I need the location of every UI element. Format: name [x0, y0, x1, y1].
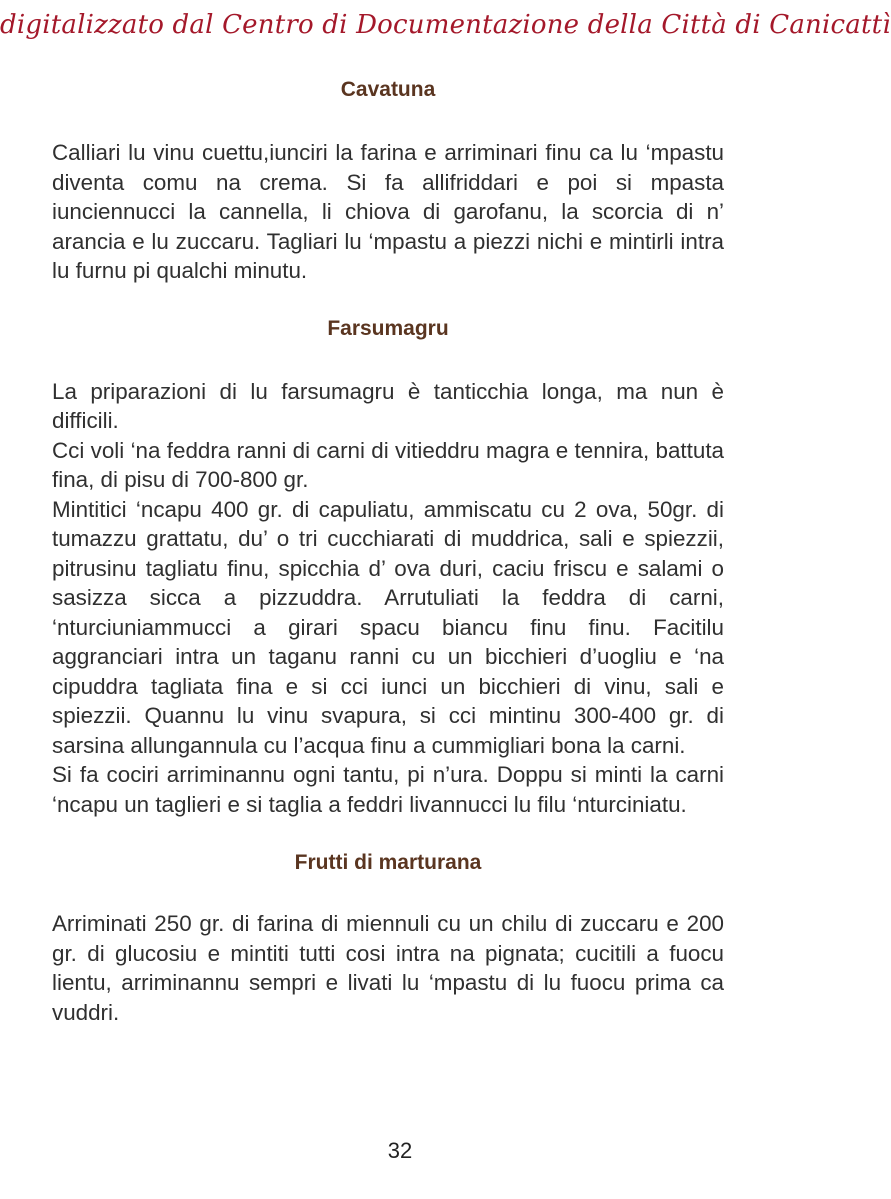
digitization-watermark: digitalizzato dal Centro di Documentazione della Città di Canicattì	[0, 10, 891, 40]
page-content	[52, 78, 724, 1027]
recipe-paragraph: Arriminati 250 gr. di farina di miennuli cu un chilu di zuccaru e 200 gr. di glucosiu e mintiti tutti cosi intra na pignata; cucitili a fuocu lientu, arriminannu sempri e livati lu ‘mpastu di lu fuocu prima ca vuddri.	[52, 911, 724, 1025]
recipe-paragraph: Calliari lu vinu cuettu,iunciri la farina e arriminari finu ca lu ‘mpastu diventa comu na crema. Si fa allifriddari e poi si mpasta iunciennucci la cannella, li chiova di garofanu, la scorcia di n’ arancia e lu zuccaru. Tagliari lu ‘mpastu a piezzi nichi e mintirli intra lu furnu pi qualchi minutu.	[52, 140, 724, 283]
recipe-paragraph: Si fa cociri arriminannu ogni tantu, pi n’ura. Doppu si minti la carni ‘ncapu un taglieri e si taglia a feddri livannucci lu filu ‘nturciniatu.	[52, 762, 724, 817]
section-title-cavatuna: Cavatuna	[340, 78, 436, 101]
recipe-paragraph: La priparazioni di lu farsumagru è tanticchia longa, ma nun è difficili.	[52, 378, 724, 433]
recipe-paragraph: Mintitici ‘ncapu 400 gr. di capuliatu, ammiscatu cu 2 ova, 50gr. di tumazzu grattatu, du’ o tri cucchiarati di muddrica, sali e spiezzii, pitrusinu tagliatu finu, spicchia d’ ova duri, caciu friscu e salami o sasizza sicca a pizzuddra. Arrutuliati la feddra di carni, ‘nturciuniammucci a girari spacu biancu finu finu. Facitilu aggranciari intra un taganu ranni cu un bicchieri d’uogliu e ‘na cipuddra tagliata fina e si cci iunci un bicchieri di vinu, sali e spiezzii. Quannu lu vinu svapura, si cci mintinu 300-400 gr. di sarsina allungannula cu l’acqua finu a cummigliari bona la carni.	[52, 496, 724, 758]
recipe-paragraph: Cci voli ‘na feddra ranni di carni di vitieddru magra e tennira, battuta fina, di pisu di 700-800 gr.	[52, 437, 724, 492]
section-title-farsumagru: Farsumagru	[327, 316, 449, 340]
page-number: 32	[387, 1138, 413, 1163]
section-title-frutti-di-marturana: Frutti di marturana	[294, 851, 482, 874]
